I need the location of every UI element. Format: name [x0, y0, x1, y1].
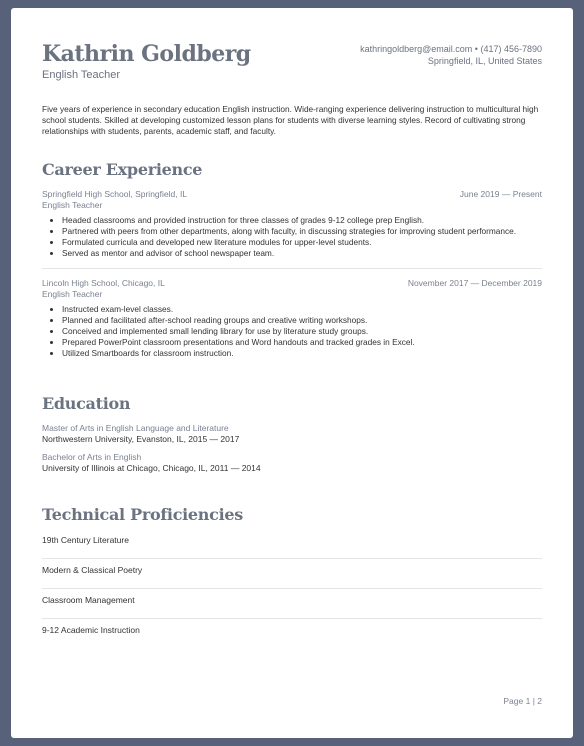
- education-school: University of Illinois at Chicago, Chicago, IL, 2011 — 2014: [42, 463, 261, 473]
- experience-title: Career Experience: [42, 160, 203, 179]
- job-organization: Lincoln High School, Chicago, IL: [42, 278, 165, 288]
- candidate-role: English Teacher: [42, 69, 121, 81]
- skill-item: Classroom Management: [42, 589, 542, 619]
- skill-item: 19th Century Literature: [42, 529, 542, 559]
- skill-item: 9-12 Academic Instruction: [42, 625, 140, 635]
- resume-page: [11, 8, 573, 738]
- job-title: English Teacher: [42, 200, 103, 210]
- job-bullet: • Conceived and implemented small lending library for use by literature study groups.: [62, 326, 542, 337]
- summary-text: Five years of experience in secondary education English instruction. Wide-ranging experience delivering instruction to multicultural high school students. Skilled at developing customized lesson plans for students with diverse learning styles. Record of cultivating strong relationships with students, parents, academic staff, and faculty.: [42, 104, 539, 136]
- education-degree: Bachelor of Arts in English: [42, 452, 142, 462]
- job-bullet: • Formulated curricula and developed new literature modules for upper-level students.: [62, 237, 542, 248]
- job-bullet: • Headed classrooms and provided instruction for three classes of grades 9-12 college prep English.: [62, 215, 542, 226]
- resume-header: [42, 40, 542, 102]
- skills-title: Technical Proficiencies: [42, 505, 243, 524]
- experience-section: [42, 160, 542, 359]
- education-entry: [42, 452, 542, 474]
- job-dates: June 2019 — Present: [459, 189, 542, 199]
- job-title: English Teacher: [42, 289, 103, 299]
- job-entry: [42, 278, 542, 359]
- skill-item: Modern & Classical Poetry: [42, 559, 542, 589]
- job-bullet: • Utilized Smartboards for classroom instruction.: [62, 348, 542, 359]
- page-number: Page 1 | 2: [503, 696, 542, 706]
- education-school: Northwestern University, Evanston, IL, 2015 — 2017: [42, 434, 240, 444]
- candidate-name: Kathrin Goldberg: [42, 41, 251, 67]
- contact-location: Springfield, IL, United States: [427, 56, 542, 66]
- job-bullet: • Prepared PowerPoint classroom presentations and Word handouts and tracked grades in Excel.: [62, 337, 542, 348]
- job-bullets: [42, 215, 542, 259]
- job-organization: Springfield High School, Springfield, IL: [42, 189, 188, 199]
- education-section: [42, 394, 542, 474]
- job-divider: [42, 268, 542, 269]
- contact-email-phone: kathringoldberg@email.com • (417) 456-7890: [360, 44, 542, 54]
- education-title: Education: [42, 394, 131, 413]
- job-dates: November 2017 — December 2019: [407, 278, 542, 288]
- job-bullet: • Planned and facilitated after-school reading groups and creative writing workshops.: [62, 315, 542, 326]
- job-bullet: • Served as mentor and advisor of school newspaper team.: [62, 248, 542, 259]
- job-entry: [42, 189, 542, 259]
- education-degree: Master of Arts in English Language and Literature: [42, 423, 229, 433]
- job-bullets: [42, 304, 542, 359]
- job-bullet: • Partnered with peers from other departments, along with faculty, in discussing strategies for improving student performance.: [62, 226, 542, 237]
- job-bullet: • Instructed exam-level classes.: [62, 304, 542, 315]
- skills-list: [42, 529, 542, 649]
- skills-section: [42, 505, 542, 649]
- education-entry: [42, 423, 542, 445]
- contact-info: [360, 43, 542, 67]
